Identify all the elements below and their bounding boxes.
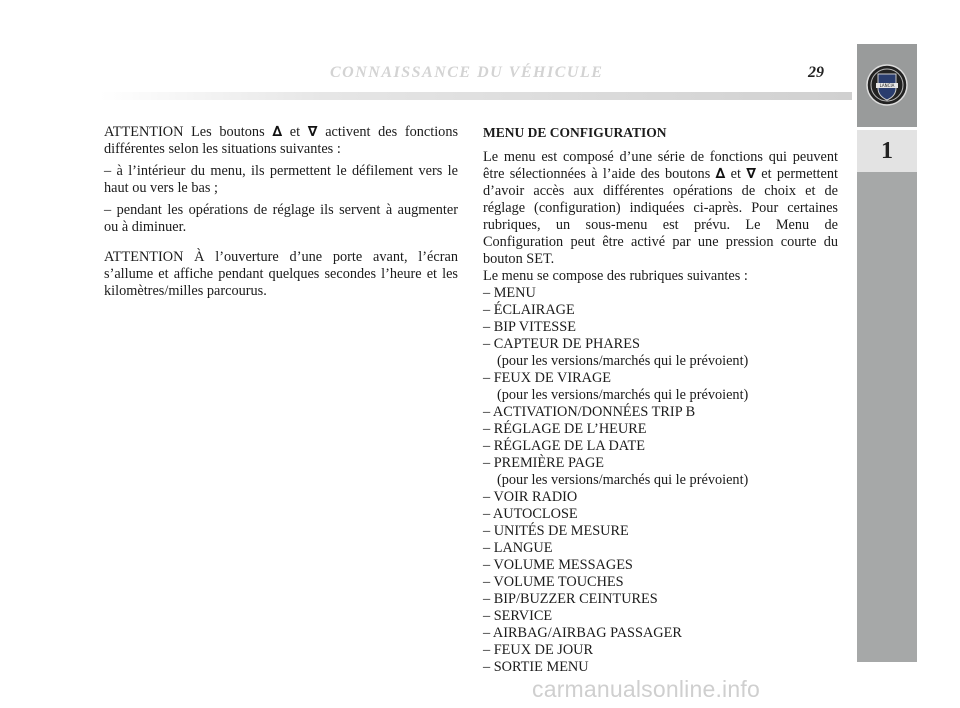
list-item	[483, 608, 838, 625]
list-item	[483, 557, 838, 574]
list-item	[483, 574, 838, 591]
down-triangle-icon: ∇	[746, 166, 756, 182]
text-span: ATTENTION Les boutons	[104, 124, 265, 140]
page-number: 29	[808, 64, 824, 81]
list-item-label: – BIP/BUZZER CEINTURES	[483, 591, 658, 607]
header-title: CONNAISSANCE DU VÉHICULE	[330, 64, 604, 81]
list-item-label: – UNITÉS DE MESURE	[483, 523, 629, 539]
list-item-label: – AUTOCLOSE	[483, 506, 578, 522]
up-triangle-icon: ∆	[715, 166, 726, 182]
list-item	[483, 455, 838, 489]
left-column	[104, 124, 458, 305]
list-item	[483, 659, 838, 676]
list-item	[483, 489, 838, 506]
brand-logo-box	[857, 44, 917, 130]
list-item-label: – FEUX DE VIRAGE	[483, 370, 612, 386]
list-item-label: – BIP VITESSE	[483, 319, 576, 335]
list-item-label: – RÉGLAGE DE LA DATE	[483, 438, 646, 454]
text-span: activent des fonctions différentes selon les situations suivantes :	[104, 124, 459, 157]
list-item	[483, 506, 838, 523]
down-triangle-icon: ∇	[307, 124, 318, 140]
list-item	[483, 404, 838, 421]
text-span: et	[730, 166, 741, 182]
list-intro: Le menu se compose des rubriques suivantes :	[483, 268, 748, 284]
list-item-note: (pour les versions/marchés qui le prévoient)	[497, 472, 749, 488]
intro-paragraph	[483, 149, 838, 268]
list-item-label: – ACTIVATION/DONNÉES TRIP B	[483, 404, 696, 420]
chapter-number: 1	[857, 130, 917, 172]
list-item-label: – VOLUME TOUCHES	[483, 574, 624, 590]
list-item-label: – AIRBAG/AIRBAG PASSAGER	[483, 625, 682, 641]
list-item-label: – FEUX DE JOUR	[483, 642, 594, 658]
list-item-label: – CAPTEUR DE PHARES	[483, 336, 640, 352]
list-item-label: – RÉGLAGE DE L’HEURE	[483, 421, 647, 437]
list-item	[483, 642, 838, 659]
list-item-note: (pour les versions/marchés qui le prévoient)	[497, 387, 749, 403]
list-item-label: – PREMIÈRE PAGE	[483, 455, 605, 471]
list-item	[483, 370, 838, 404]
list-item-label: – SORTIE MENU	[483, 659, 589, 675]
list-item-label: – ÉCLAIRAGE	[483, 302, 575, 318]
list-item-label: – VOIR RADIO	[483, 489, 578, 505]
right-column	[483, 124, 838, 676]
watermark: carmanualsonline.info	[532, 676, 760, 702]
list-item-label: – LANGUE	[483, 540, 553, 556]
text-span: et permettent d’avoir accès aux différentes opérations de choix et de réglage (configuration) indiquées ci-après. Pour certaines rubriques, un sous-menu est prévu. Le Menu de Configuration peut être activé par une pression courte du bouton SET.	[483, 166, 838, 267]
menu-items-list	[483, 285, 838, 676]
list-item	[483, 540, 838, 557]
scroll-paragraph: – à l’intérieur du menu, ils permettent le défilement vers le haut ou vers le bas ;	[104, 163, 458, 196]
section-heading: MENU DE CONFIGURATION	[483, 125, 667, 140]
list-item	[483, 302, 838, 319]
adjust-paragraph: – pendant les opérations de réglage ils servent à augmenter ou à diminuer.	[104, 202, 458, 235]
list-item-label: – MENU	[483, 285, 536, 301]
text-span: Le menu est composé d’une série de fonctions qui peuvent être sélectionnées à l’aide des boutons	[483, 149, 838, 182]
list-item-label: – VOLUME MESSAGES	[483, 557, 633, 573]
up-triangle-icon: ∆	[272, 124, 283, 140]
header-rule	[100, 92, 852, 100]
list-item	[483, 421, 838, 438]
attention-door-paragraph: ATTENTION À l’ouverture d’une porte avant, l’écran s’allume et affiche pendant quelques secondes l’heure et les kilomètres/milles parcourus.	[104, 249, 458, 299]
list-item	[483, 438, 838, 455]
list-item-label: – SERVICE	[483, 608, 553, 624]
list-item	[483, 285, 838, 302]
list-item	[483, 336, 838, 370]
list-item	[483, 591, 838, 608]
list-item	[483, 625, 838, 642]
logo-text: LANCIA	[879, 83, 895, 88]
list-item	[483, 319, 838, 336]
list-item	[483, 523, 838, 540]
attention-buttons-paragraph	[104, 124, 458, 158]
lancia-shield-icon	[866, 62, 908, 108]
text-span: et	[289, 124, 301, 140]
list-item-note: (pour les versions/marchés qui le prévoient)	[497, 353, 749, 369]
